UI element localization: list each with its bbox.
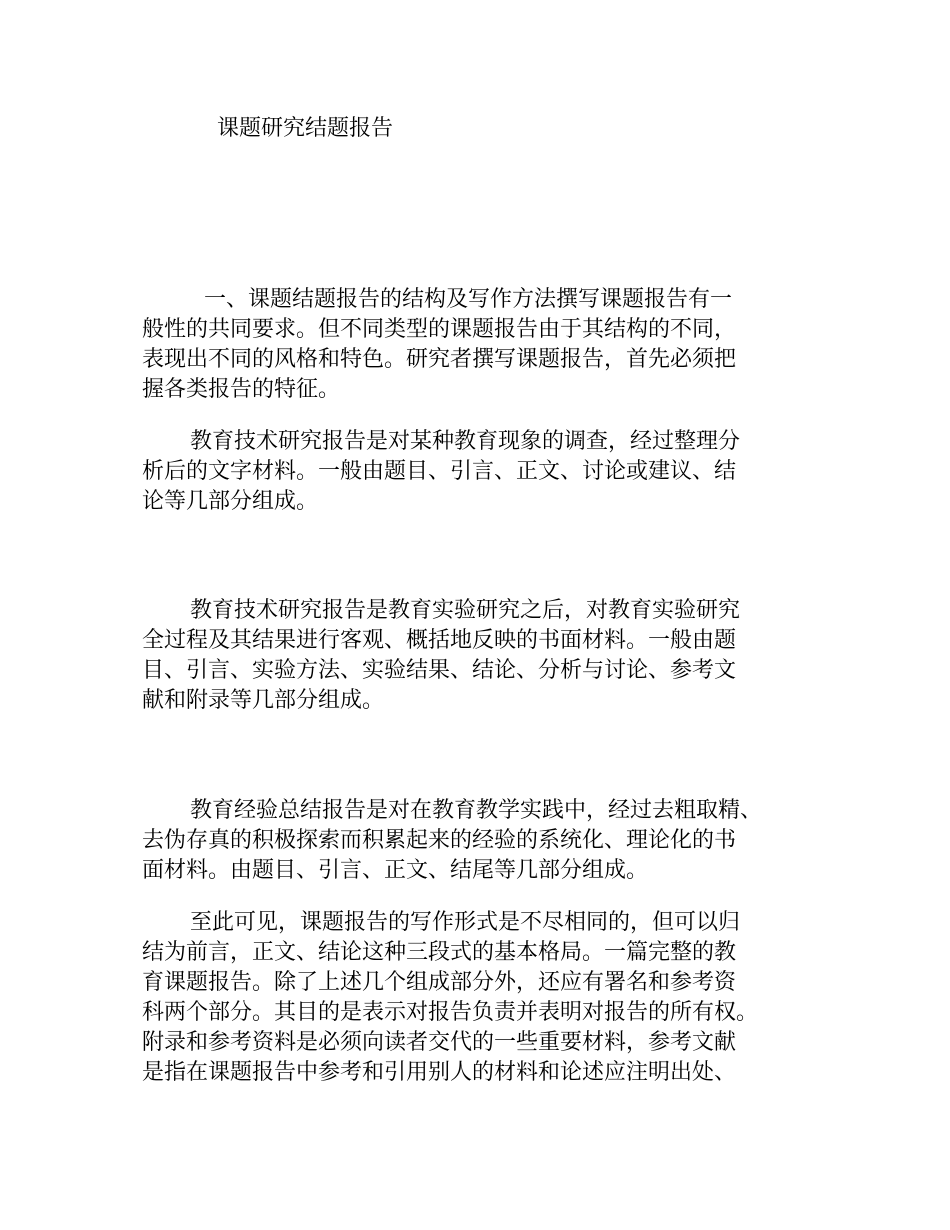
paragraph-line: 结为前言，正文、结论这种三段式的基本格局。一篇完整的教 [142,940,737,965]
paragraph-line: 科两个部分。其目的是表示对报告负责并表明对报告的所有权。 [142,1000,759,1025]
paragraph-line: 表现出不同的风格和特色。研究者撰写课题报告，首先必须把 [142,347,737,372]
paragraph-line: 教育经验总结报告是对在教育教学实践中，经过去粗取精、 [190,798,763,823]
paragraph-line: 全过程及其结果进行客观、概括地反映的书面材料。一般由题 [142,628,737,653]
paragraph-line: 论等几部分组成。 [142,489,319,514]
paragraph-experiment-report [142,596,842,716]
paragraph-line: 附录和参考资料是必须向读者交代的一些重要材料，参考文献 [142,1030,737,1055]
paragraph-line: 般性的共同要求。但不同类型的课题报告由于其结构的不同， [142,317,737,342]
paragraph-line: 献和附录等几部分组成。 [142,688,385,713]
paragraph-line: 面材料。由题目、引言、正文、结尾等几部分组成。 [142,858,649,883]
paragraph-line: 至此可见，课题报告的写作形式是不尽相同的，但可以归 [190,910,741,935]
paragraph-survey-report [142,427,842,517]
paragraph-line: 握各类报告的特征。 [142,377,341,402]
paragraph-line: 教育技术研究报告是教育实验研究之后，对教育实验研究 [190,598,741,623]
paragraph-experience-report [142,796,842,886]
paragraph-structure-intro [142,285,842,405]
paragraph-line: 是指在课题报告中参考和引用别人的材料和论述应注明出处、 [142,1060,737,1085]
paragraph-conclusion [142,908,842,1088]
paragraph-line: 教育技术研究报告是对某种教育现象的调查，经过整理分 [190,429,741,454]
paragraph-line: 一、课题结题报告的结构及写作方法撰写课题报告有一 [204,287,733,312]
paragraph-line: 育课题报告。除了上述几个组成部分外，还应有署名和参考资 [142,970,737,995]
paragraph-line: 去伪存真的积极探索而积累起来的经验的系统化、理论化的书 [142,828,737,853]
paragraph-line: 目、引言、实验方法、实验结果、结论、分析与讨论、参考文 [142,658,737,683]
paragraph-line: 析后的文字材料。一般由题目、引言、正文、讨论或建议、结 [142,459,737,484]
document-title: 课题研究结题报告 [217,116,394,141]
